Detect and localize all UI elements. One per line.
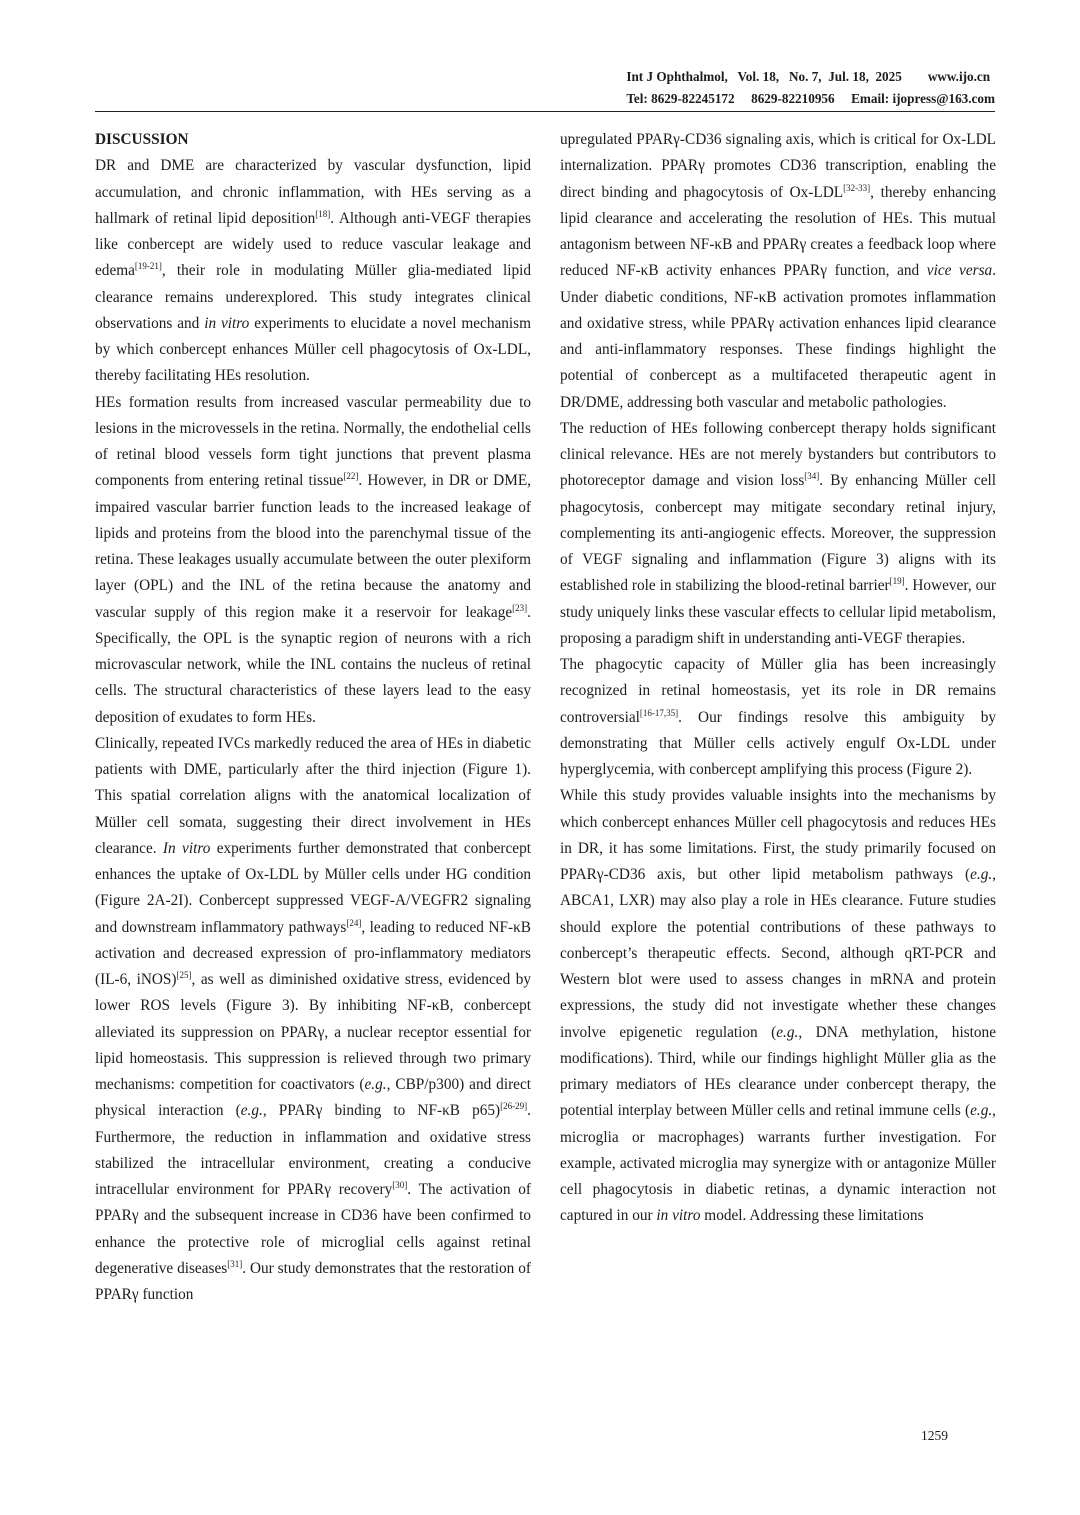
text-run: . Our study demonstrates that the restoration of PPARγ function — [95, 1259, 531, 1303]
right-column — [560, 127, 996, 1230]
journal-line: Int J Ophthalmol, Vol. 18, No. 7, Jul. 18, 2025 — [626, 69, 902, 84]
body-paragraph — [560, 652, 996, 783]
section-heading: DISCUSSION — [95, 131, 189, 148]
text-run: , their role in modulating Müller glia-mediated lipid clearance remains underexplored. This study integrates clinical observations and — [95, 262, 531, 332]
citation-ref: [18] — [315, 208, 331, 219]
page-number: 1259 — [921, 1428, 948, 1443]
body-paragraph — [560, 783, 996, 1229]
italic-term: e.g. — [970, 1102, 993, 1120]
text-run: , CBP/p300) and direct physical interaction ( — [95, 1076, 531, 1120]
text-run: experiments to elucidate a novel mechanism by which conbercept enhances Müller cell phagocytosis of Ox-LDL, thereby facilitating HEs resolution. — [95, 314, 532, 385]
left-column — [95, 127, 531, 1308]
text-run: The phagocytic capacity of Müller glia has been increasingly recognized in retinal homeostasis, yet its role in DR remains controversial — [560, 656, 996, 726]
citation-ref: [31] — [227, 1258, 243, 1269]
citation-ref: [25] — [176, 970, 192, 980]
text-run: While this study provides valuable insights into the mechanisms by which conbercept enhances Müller cell phagocytosis and reduces HEs in DR, it has some limitations. First, the study primarily focused on PPARγ-CD36 axis, but other lipid metabolism pathways ( — [560, 787, 996, 883]
text-run: upregulated PPARγ-CD36 signaling axis, which is critical for Ox-LDL internalization. PPARγ promotes CD36 transcription, enabling the direct binding and phagocytosis of Ox-LDL — [560, 131, 996, 201]
citation-ref: [19] — [889, 576, 905, 587]
body-paragraph — [95, 731, 531, 1309]
italic-term: in vitro — [204, 314, 250, 332]
italic-term: In vitro — [162, 839, 211, 857]
citation-ref: [19-21] — [134, 261, 162, 272]
italic-term: e.g. — [240, 1102, 263, 1120]
journal-website: www.ijo.cn — [927, 69, 991, 84]
body-paragraph — [95, 153, 531, 389]
text-run: The reduction of HEs following conbercept therapy holds significant clinical relevance. HEs are not merely bystanders but contributors to photoreceptor damage and vision loss — [560, 419, 996, 490]
journal-citation-row — [626, 66, 995, 88]
italic-term: in vitro — [656, 1207, 701, 1225]
text-run: . Although anti-VEGF therapies like conbercept are widely used to reduce vascular leakage and edema — [95, 209, 531, 280]
text-run: , thereby enhancing lipid clearance and accelerating the resolution of HEs. This mutual antagonism between NF-κB and PPARγ creates a feedback loop where reduced NF-κB activity enhances PPARγ function, and — [560, 183, 996, 280]
journal-contact-line: Tel: 8629-82245172 8629-82210956 Email: ijopress@163.com — [626, 91, 995, 106]
citation-ref: [23] — [512, 602, 528, 613]
text-run: DR and DME are characterized by vascular dysfunction, lipid accumulation, and chronic inflammation, with HEs serving as a hallmark of retinal lipid deposition — [95, 157, 531, 227]
body-paragraph — [560, 127, 996, 416]
text-run: . Under diabetic conditions, NF-κB activation promotes inflammation and oxidative stress, while PPARγ activation enhances lipid clearance and anti-inflammatory responses. These findings highlight the potential of conbercept as a multifaceted therapeutic agent in DR/DME, addressing both vascular and metabolic pathologies. — [560, 262, 997, 411]
italic-term: vice versa — [926, 262, 993, 280]
text-run: HEs formation results from increased vascular permeability due to lesions in the microvessels in the retina. Normally, the endothelial cells of retinal blood vessels form tight junctions that prevent plasma components from entering retinal tissue — [95, 393, 531, 490]
header-rule — [95, 111, 995, 112]
citation-ref: [32-33] — [843, 182, 871, 193]
italic-term: e.g. — [776, 1023, 799, 1041]
italic-term: e.g. — [970, 866, 993, 883]
italic-term: e.g. — [364, 1076, 387, 1093]
citation-ref: [26-29] — [500, 1101, 528, 1112]
text-run: Clinically, repeated IVCs markedly reduced the area of HEs in diabetic patients with DME, particularly after the third injection (Figure 1). This spatial correlation aligns with the anatomical localization of Müller cell somata, suggesting their direct involvement in HEs clearance. — [95, 734, 531, 857]
text-run: , microglia or macrophages) warrants further investigation. For example, activated microglia may synergize with or antagonize Müller cell phagocytosis in diabetic retinas, a dynamic interaction not captured in our — [560, 1102, 996, 1225]
running-header — [626, 66, 995, 110]
text-run: . The activation of PPARγ and the subsequent increase in CD36 have been confirmed to enhance the protective role of microglial cells against retinal degenerative diseases — [95, 1181, 531, 1277]
text-run: , DNA methylation, histone modifications). Third, while our findings highlight Müller glia as the primary mediators of HEs clearance under conbercept therapy, the potential interplay between Müller cells and retinal immune cells ( — [560, 1023, 996, 1120]
text-run: . Furthermore, the reduction in inflammation and oxidative stress stabilized the intracellular environment, creating a conducive intracellular environment for PPARγ recovery — [95, 1102, 531, 1198]
text-run: , ABCA1, LXR) may also play a role in HEs clearance. Future studies should explore the potential contributions of these pathways to conbercept’s therapeutic effects. Second, although qRT-PCR and Western blot were used to assess changes in mRNA and protein expressions, the study did not investigate whether these changes involve epigenetic regulation ( — [560, 866, 996, 1041]
citation-ref: [22] — [343, 471, 359, 482]
citation-ref: [34] — [804, 471, 820, 482]
text-run: . Our findings resolve this ambiguity by demonstrating that Müller cells actively engulf Ox-LDL under hyperglycemia, with conbercept amplifying this process (Figure 2). — [560, 708, 996, 778]
text-run: . However, in DR or DME, impaired vascular barrier function leads to the increased leakage of lipids and proteins from the blood into the parenchymal tissue of the retina. These leakages usually accumulate between the outer plexiform layer (OPL) and the INL of the retina because the anatomy and vascular supply of this region make it a reservoir for leakage — [95, 472, 531, 621]
citation-ref: [16-17,35] — [639, 707, 679, 718]
text-run: , as well as diminished oxidative stress, evidenced by lower ROS levels (Figure 3). By inhibiting NF-κB, conbercept alleviated its suppression on PPARγ, a nuclear receptor essential for lipid homeostasis. This suppression is relieved through two primary mechanisms: competition for coactivators ( — [95, 971, 532, 1093]
text-run: , leading to reduced NF-κB activation and decreased expression of pro-inflammatory mediators (IL-6, iNOS) — [95, 918, 531, 988]
text-run: . By enhancing Müller cell phagocytosis, conbercept may mitigate secondary retinal injury, complementing its anti-angiogenic effects. Moreover, the suppression of VEGF signaling and inflammation (Figure 3) aligns with its established role in stabilizing the blood-retinal barrier — [560, 472, 996, 595]
left-column-body — [95, 153, 531, 1308]
right-column-body — [560, 127, 996, 1230]
body-paragraph — [95, 390, 531, 731]
text-run: experiments further demonstrated that conbercept enhances the uptake of Ox-LDL by Müller cells under HG condition (Figure 2A-2I). Conbercept suppressed VEGF-A/VEGFR2 signaling and downstream inflammatory pathways — [95, 839, 531, 936]
text-run: . Specifically, the OPL is the synaptic region of neurons with a rich microvascular network, while the INL contains the nucleus of retinal cells. The structural characteristics of these layers lead to the easy deposition of exudates to form HEs. — [95, 603, 531, 726]
citation-ref: [24] — [346, 917, 362, 928]
text-run: . However, our study uniquely links these vascular effects to cellular lipid metabolism, proposing a paradigm shift in understanding anti-VEGF therapies. — [560, 577, 997, 647]
citation-ref: [30] — [392, 1180, 408, 1190]
text-run: , PPARγ binding to NF-κB p65) — [262, 1102, 501, 1120]
text-run: model. Addressing these limitations — [700, 1207, 924, 1225]
body-paragraph — [560, 416, 996, 652]
